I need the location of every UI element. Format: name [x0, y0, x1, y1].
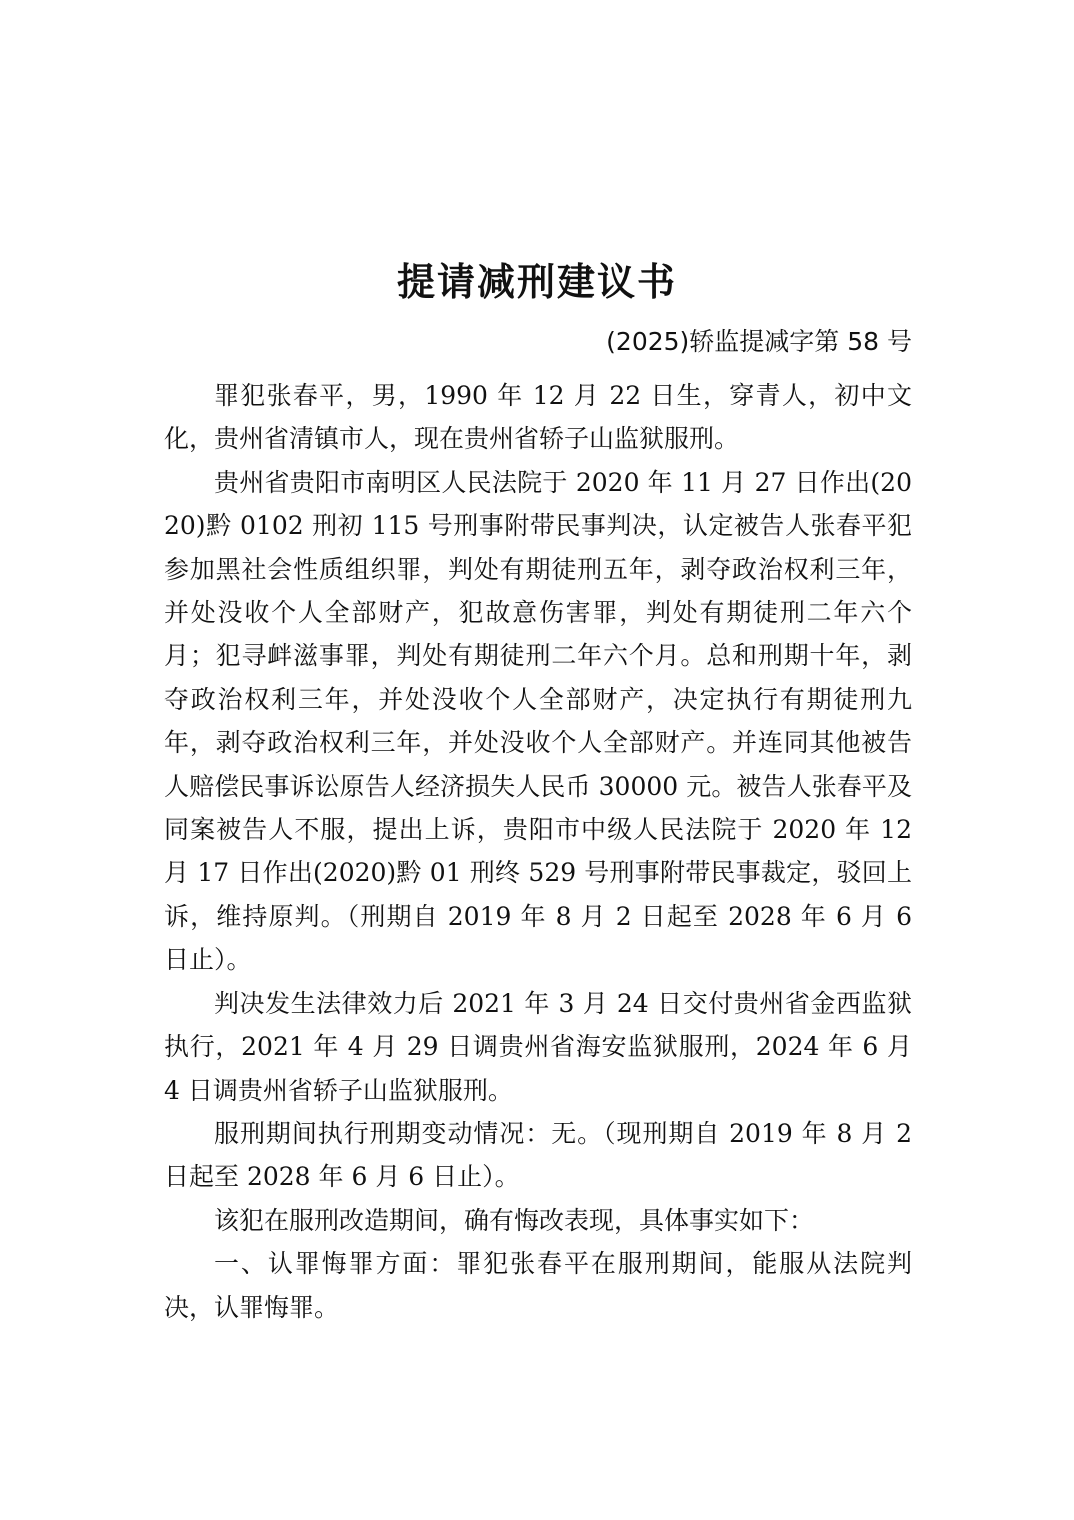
paragraph-judgment: 贵州省贵阳市南明区人民法院于 2020 年 11 月 27 日作出(2020)黔 0102 刑初 115 号刑事附带民事判决，认定被告人张春平犯参加黑社会性质组织罪，判处有期徒刑五年，剥夺政治权利三年，并处没收个人全部财产，犯故意伤害罪，判处有期徒刑二年六个月；犯寻衅滋事罪，判处有期徒刑二年六个月。总和刑期十年，剥夺政治权利三年，并处没收个人全部财产，决定执行有期徒刑九年，剥夺政治权利三年，并处没收个人全部财产。并连同其他被告人赔偿民事诉讼原告人经济损失人民币 30000 元。被告人张春平及同案被告人不服，提出上诉，贵阳市中级人民法院于 2020 年 12 月 17 日作出(2020)黔 01 刑终 529 号刑事附带民事裁定，驳回上诉，维持原判。（刑期自 2019 年 8 月 2 日起至 2028 年 6 月 6 日止）。 [164, 467, 912, 975]
paragraph-repentance-intro: 该犯在服刑改造期间，确有悔改表现，具体事实如下： [214, 1205, 815, 1235]
document-body [164, 374, 912, 1329]
paragraph-plea-of-guilt: 一、认罪悔罪方面：罪犯张春平在服刑期间，能服从法院判决，认罪悔罪。 [164, 1249, 912, 1322]
document-title: 提请减刑建议书 [396, 259, 677, 304]
document-number: (2025)轿监提减字第 58 号 [606, 327, 912, 356]
paragraph-transfer: 判决发生法律效力后 2021 年 3 月 24 日交付贵州省金西监狱执行，2021 年 4 月 29 日调贵州省海安监狱服刑，2024 年 6 月 4 日调贵州省轿子山监狱服刑。 [164, 988, 912, 1105]
paragraph-criminal-info: 罪犯张春平，男，1990 年 12 月 22 日生，穿青人，初中文化，贵州省清镇市人，现在贵州省轿子山监狱服刑。 [164, 381, 912, 454]
paragraph-sentence-change: 服刑期间执行刑期变动情况：无。（现刑期自 2019 年 8 月 2 日起至 2028 年 6 月 6 日止）。 [164, 1118, 912, 1192]
